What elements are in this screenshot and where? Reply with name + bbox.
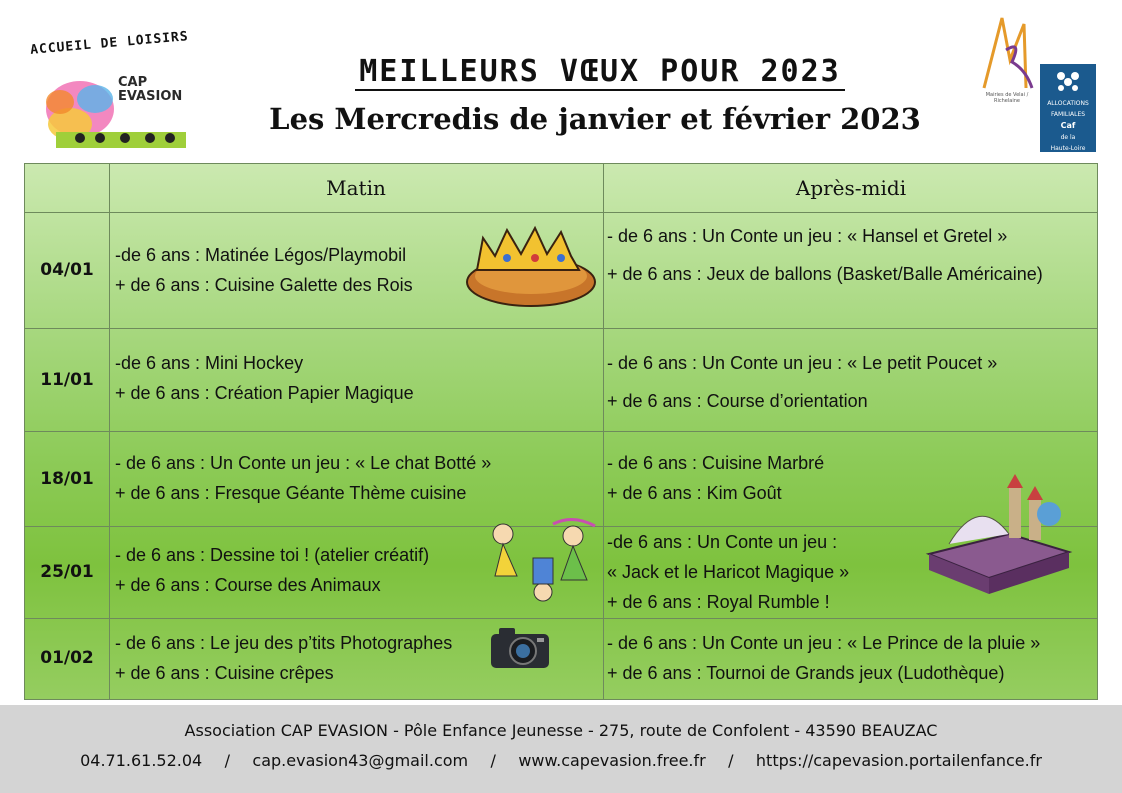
header-afternoon: Après-midi — [795, 176, 907, 200]
caf-line1: ALLOCATIONS — [1047, 100, 1089, 107]
logo-name — [118, 76, 182, 104]
cap-evasion-logo — [18, 30, 218, 158]
footer-phone: 04.71.61.52.04 — [80, 751, 203, 770]
afternoon-cell — [607, 628, 1040, 688]
afternoon-cell — [607, 527, 849, 617]
afternoon-activity-under6: - de 6 ans : Un Conte un jeu : « Le petit Poucet » — [607, 353, 998, 373]
footer-portal-link[interactable]: https://capevasion.portailenfance.fr — [755, 751, 1042, 770]
schedule-table — [24, 163, 1098, 700]
kids-playing-icon — [483, 514, 609, 606]
footer-contacts — [0, 751, 1122, 770]
morning-activity-over6: + de 6 ans : Création Papier Magique — [115, 383, 414, 403]
afternoon-activity-under6: - de 6 ans : Un Conte un jeu : « Hansel et Gretel » — [607, 226, 1008, 246]
morning-activity-over6: + de 6 ans : Cuisine Galette des Rois — [115, 275, 413, 295]
footer-separator: / — [224, 751, 230, 770]
header-morning: Matin — [326, 176, 386, 200]
caf-line4: de la — [1060, 134, 1076, 141]
caf-line5: Haute-Loire — [1050, 145, 1086, 152]
morning-cell — [115, 540, 429, 600]
footer-email-link[interactable]: cap.evasion43@gmail.com — [252, 751, 469, 770]
morning-activity-under6: -de 6 ans : Matinée Légos/Playmobil — [115, 245, 407, 265]
footer-separator: / — [490, 751, 496, 770]
afternoon-activity-over6: + de 6 ans : Jeux de ballons (Basket/Balle Américaine) — [607, 264, 1043, 284]
caf-family-icon — [1053, 70, 1083, 92]
footer-separator: / — [728, 751, 734, 770]
afternoon-activity-over6: + de 6 ans : Kim Goût — [607, 483, 782, 503]
column-divider — [109, 164, 110, 699]
row-date: 18/01 — [40, 469, 94, 489]
afternoon-activity-under6: - de 6 ans : Cuisine Marbré — [607, 453, 825, 473]
row-divider — [25, 618, 1097, 619]
footer-address: Association CAP EVASION - Pôle Enfance Jeunesse - 275, route de Confolent - 43590 BEAUZAC — [184, 721, 938, 740]
column-divider — [603, 164, 604, 699]
morning-cell — [115, 448, 491, 508]
afternoon-cell — [607, 217, 1043, 293]
afternoon-activity-under6: - de 6 ans : Un Conte un jeu : « Le Prince de la pluie » — [607, 633, 1041, 653]
row-date: 25/01 — [40, 562, 94, 582]
afternoon-cell — [607, 448, 824, 508]
page-title-text: MEILLEURS VŒUX POUR 2023 — [355, 54, 844, 91]
row-date: 01/02 — [40, 648, 94, 668]
footer — [0, 705, 1122, 793]
logo-name-line2: EVASION — [118, 89, 183, 104]
caf-logo — [1040, 64, 1096, 152]
camera-icon — [489, 624, 551, 670]
afternoon-activity-over6: + de 6 ans : Course d’orientation — [607, 391, 868, 411]
morning-activity-over6: + de 6 ans : Fresque Géante Thème cuisine — [115, 483, 467, 503]
afternoon-activity-over6: + de 6 ans : Tournoi de Grands jeux (Ludothèque) — [607, 663, 1005, 683]
row-date: 04/01 — [40, 260, 94, 280]
storybook-castle-icon — [919, 474, 1079, 598]
afternoon-cell — [607, 344, 997, 420]
morning-activity-over6: + de 6 ans : Cuisine crêpes — [115, 663, 334, 683]
page-title — [300, 54, 900, 89]
row-date: 11/01 — [40, 370, 94, 390]
afternoon-activity-under6: -de 6 ans : Un Conte un jeu : — [607, 532, 838, 552]
galette-crown-icon — [463, 224, 597, 310]
morning-activity-under6: - de 6 ans : Dessine toi ! (atelier créatif) — [115, 545, 430, 565]
morning-activity-under6: - de 6 ans : Un Conte un jeu : « Le chat Botté » — [115, 453, 492, 473]
morning-cell — [115, 628, 452, 688]
afternoon-activity-over6: + de 6 ans : Royal Rumble ! — [607, 592, 830, 612]
caf-line3: Caf — [1060, 121, 1076, 130]
morning-cell — [115, 240, 413, 300]
municipal-logo — [976, 10, 1038, 108]
morning-activity-under6: -de 6 ans : Mini Hockey — [115, 353, 304, 373]
morning-activity-under6: - de 6 ans : Le jeu des p’tits Photographes — [115, 633, 453, 653]
afternoon-activity-story: « Jack et le Haricot Magique » — [607, 562, 850, 582]
logo-name-line1: CAP — [118, 75, 148, 90]
row-divider — [25, 328, 1097, 329]
mr-logo-icon — [976, 10, 1038, 90]
logo-brand-text: ACCUEIL DE LOISIRS — [29, 29, 190, 58]
caf-line2: FAMILIALES — [1050, 111, 1086, 118]
morning-activity-over6: + de 6 ans : Course des Animaux — [115, 575, 381, 595]
footer-website-link[interactable]: www.capevasion.free.fr — [518, 751, 706, 770]
morning-cell — [115, 348, 414, 408]
row-divider — [25, 431, 1097, 432]
mr-logo-caption: Mairies de Velai / Richelaine — [985, 92, 1029, 104]
row-divider — [25, 212, 1097, 213]
page-subtitle: Les Mercredis de janvier et février 2023 — [269, 102, 921, 136]
